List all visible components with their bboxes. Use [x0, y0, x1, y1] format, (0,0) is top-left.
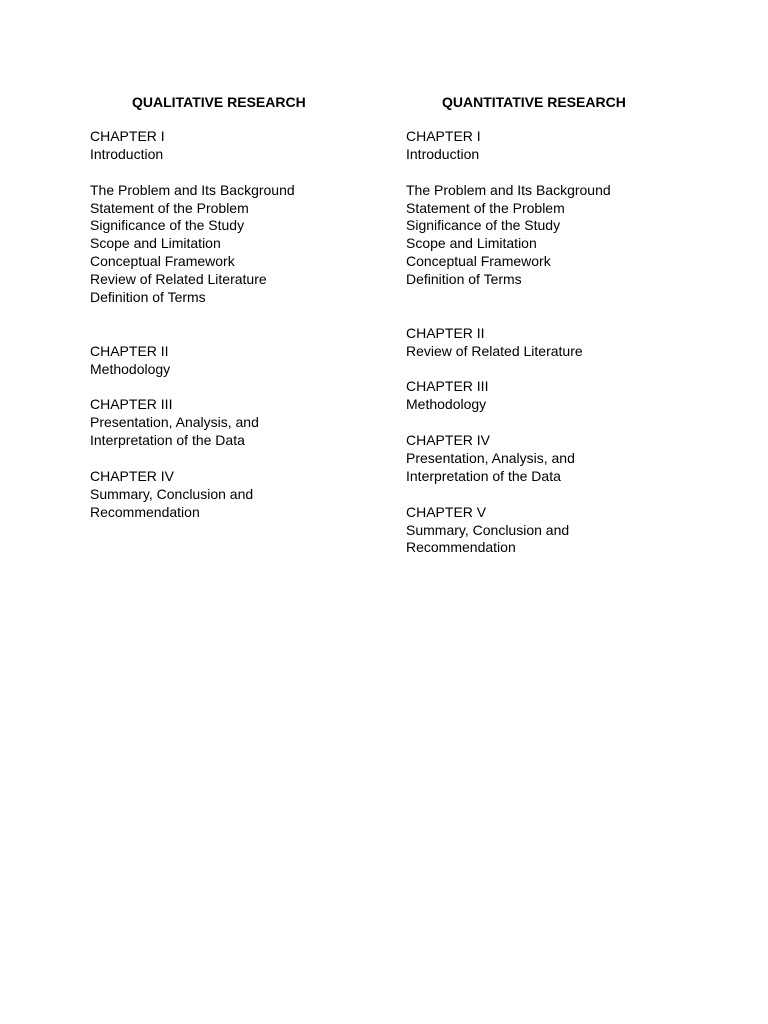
- outline-line: CHAPTER I: [90, 128, 165, 144]
- outline-line: CHAPTER III: [406, 378, 489, 395]
- outline-line: [406, 361, 706, 379]
- outline-line: Statement of the Problem: [406, 199, 565, 216]
- outline-line: CHAPTER II: [406, 324, 485, 341]
- outline-line: Conceptual Framework: [90, 253, 235, 270]
- qualitative-research-outline: [90, 128, 390, 522]
- outline-line: [90, 307, 390, 325]
- outline-line: Methodology: [90, 360, 171, 377]
- quantitative-research-outline: [406, 128, 706, 557]
- outline-line: [406, 164, 706, 182]
- outline-line: Statement of the Problem: [90, 199, 249, 216]
- outline-line: [90, 378, 390, 396]
- outline-line: Summary, Conclusion and: [90, 485, 254, 502]
- outline-line: [90, 450, 390, 468]
- outline-line: [406, 414, 706, 432]
- outline-line: Recommendation: [90, 503, 200, 520]
- outline-line: [406, 307, 706, 325]
- outline-line: Introduction: [406, 145, 480, 162]
- outline-line: Review of Related Literature: [406, 342, 583, 359]
- outline-line: Significance of the Study: [90, 217, 245, 234]
- outline-line: CHAPTER II: [90, 342, 169, 359]
- outline-line: Scope and Limitation: [90, 235, 221, 252]
- outline-line: CHAPTER IV: [90, 467, 175, 484]
- outline-line: Recommendation: [406, 539, 516, 556]
- quantitative-research-heading: QUANTITATIVE RESEARCH: [442, 94, 626, 110]
- outline-line: [406, 486, 706, 504]
- outline-line: Conceptual Framework: [406, 253, 551, 270]
- outline-line: Summary, Conclusion and: [406, 521, 570, 538]
- outline-line: Introduction: [90, 145, 164, 162]
- outline-line: Interpretation of the Data: [406, 467, 561, 484]
- outline-line: Definition of Terms: [90, 289, 206, 306]
- outline-line: [406, 289, 706, 307]
- qualitative-research-column: [90, 92, 390, 522]
- outline-line: Interpretation of the Data: [90, 432, 245, 449]
- quantitative-research-column: [406, 92, 706, 557]
- outline-line: Presentation, Analysis, and: [406, 450, 575, 467]
- outline-line: Definition of Terms: [406, 271, 522, 288]
- outline-line: CHAPTER III: [90, 396, 173, 413]
- outline-line: [90, 325, 390, 343]
- outline-line: Significance of the Study: [406, 217, 561, 234]
- qualitative-research-heading: QUALITATIVE RESEARCH: [132, 94, 306, 110]
- outline-line: Methodology: [406, 396, 487, 413]
- outline-line: Scope and Limitation: [406, 235, 537, 252]
- outline-line: The Problem and Its Background: [406, 181, 611, 198]
- outline-line: The Problem and Its Background: [90, 181, 295, 198]
- outline-line: [90, 164, 390, 182]
- outline-line: CHAPTER I: [406, 128, 481, 144]
- outline-line: CHAPTER V: [406, 503, 487, 520]
- outline-line: CHAPTER IV: [406, 432, 491, 449]
- outline-line: Review of Related Literature: [90, 271, 267, 288]
- outline-line: Presentation, Analysis, and: [90, 414, 259, 431]
